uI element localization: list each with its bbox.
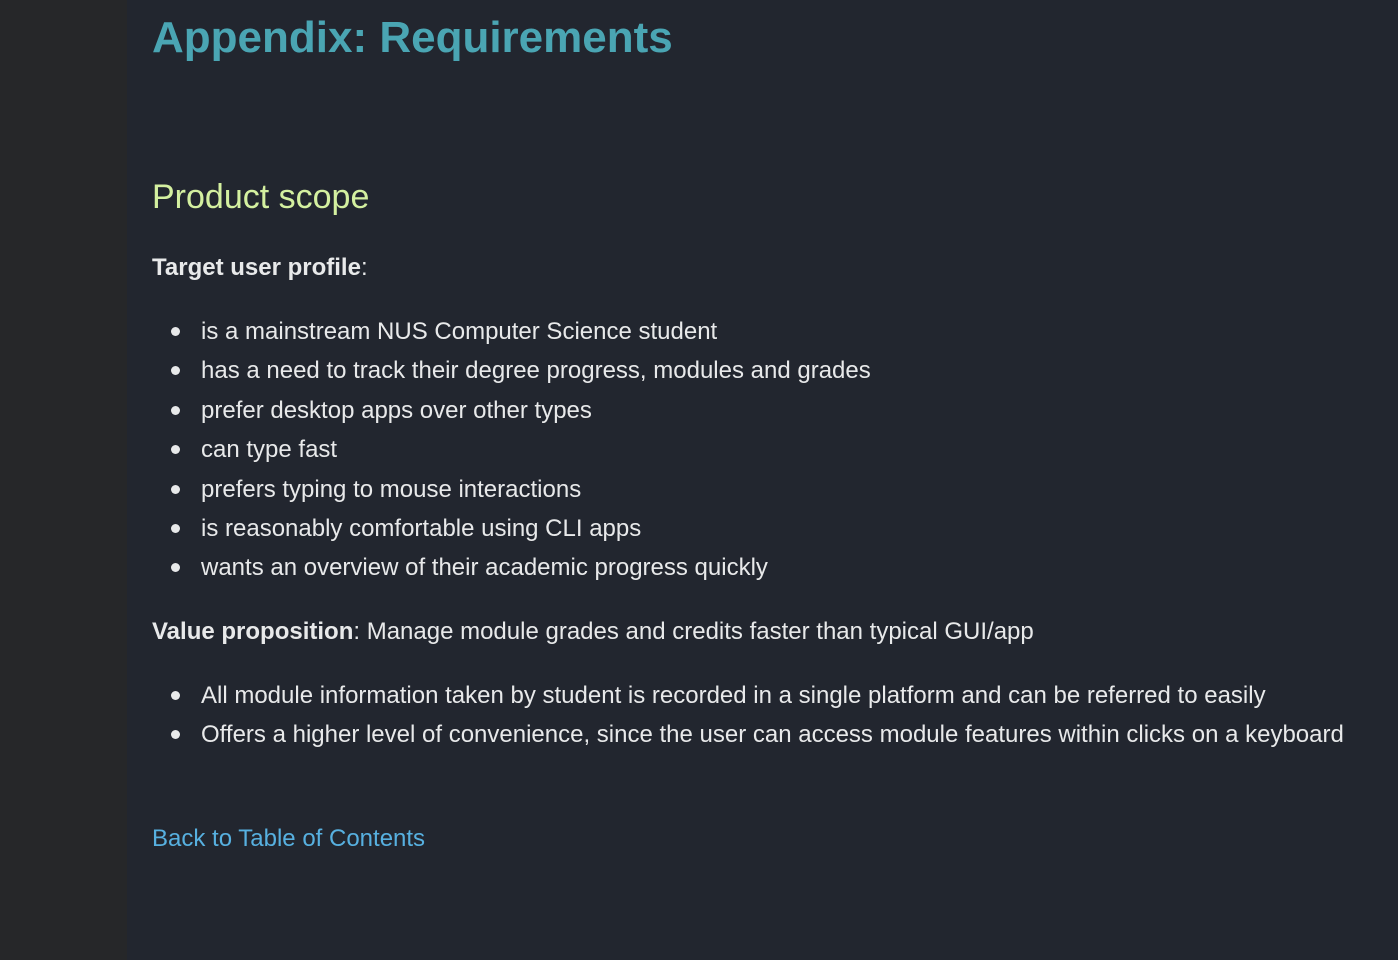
list-item: prefer desktop apps over other types bbox=[201, 391, 1381, 430]
list-item: Offers a higher level of convenience, since the user can access module features within clicks on a keyboard bbox=[201, 715, 1381, 754]
value-proposition-paragraph bbox=[152, 617, 1034, 647]
target-user-list bbox=[152, 312, 1381, 588]
sidebar-gutter bbox=[0, 0, 127, 960]
list-item: is a mainstream NUS Computer Science student bbox=[201, 312, 1381, 351]
list-item: prefers typing to mouse interactions bbox=[201, 470, 1381, 509]
page-title: Appendix: Requirements bbox=[152, 13, 673, 62]
target-user-profile-label: Target user profile bbox=[152, 254, 361, 281]
list-item: can type fast bbox=[201, 430, 1381, 469]
target-user-profile-paragraph bbox=[152, 253, 368, 283]
back-to-toc-link[interactable]: Back to Table of Contents bbox=[152, 825, 426, 852]
list-item: All module information taken by student is recorded in a single platform and can be referred to easily bbox=[201, 676, 1381, 715]
value-proposition-label: Value proposition bbox=[152, 618, 354, 645]
target-user-profile-suffix: : bbox=[360, 254, 368, 281]
value-proposition-list bbox=[152, 676, 1381, 755]
list-item: wants an overview of their academic progress quickly bbox=[201, 548, 1381, 587]
value-proposition-text: : Manage module grades and credits faster than typical GUI/app bbox=[353, 618, 1034, 645]
list-item: is reasonably comfortable using CLI apps bbox=[201, 509, 1381, 548]
section-heading-product-scope: Product scope bbox=[152, 178, 370, 216]
document-content bbox=[127, 0, 1398, 960]
list-item: has a need to track their degree progress, modules and grades bbox=[201, 351, 1381, 390]
